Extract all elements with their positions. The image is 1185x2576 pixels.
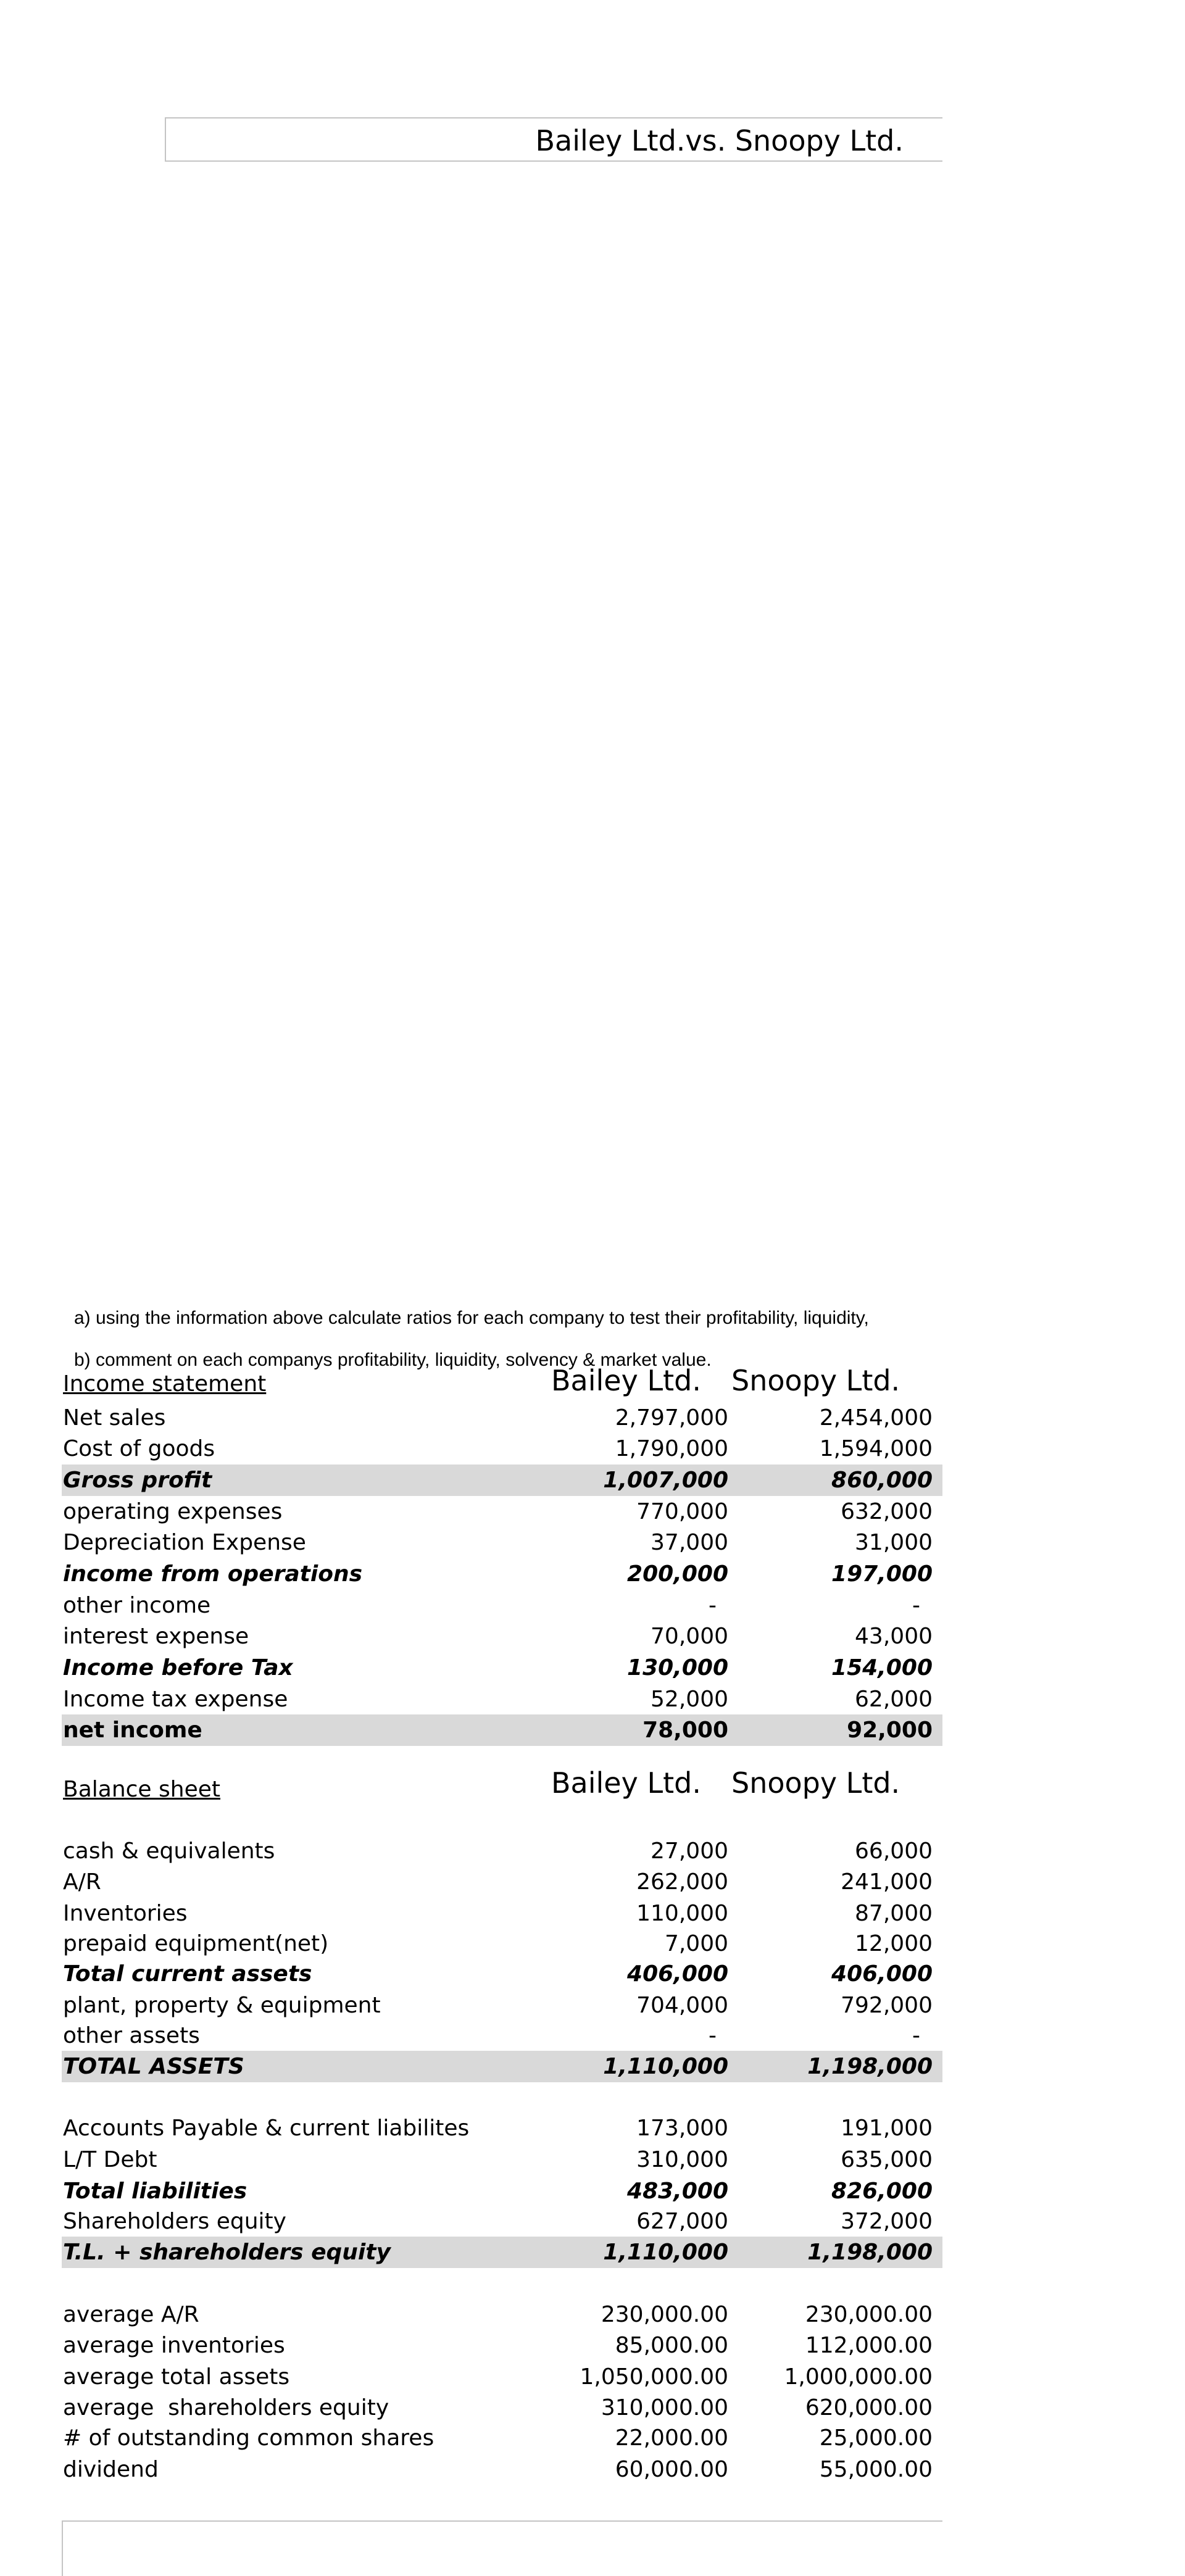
snoopy-value: 632,000	[841, 1499, 933, 1524]
table-row	[62, 1684, 942, 1715]
table-row	[62, 2454, 942, 2485]
table-row-net-income	[62, 1714, 942, 1746]
table-row	[62, 2330, 942, 2361]
row-label: Total liabilities	[63, 2179, 247, 2204]
row-label: average A/R	[63, 2302, 199, 2327]
table-row	[62, 2422, 942, 2454]
table-row-total-liabilities	[62, 2175, 942, 2207]
table-row	[62, 2206, 942, 2237]
balance-sheet-label: Balance sheet	[63, 1777, 221, 1802]
table-row	[62, 1496, 942, 1527]
table-row	[62, 2299, 942, 2330]
bailey-value: 37,000	[651, 1530, 728, 1555]
snoopy-value: -	[912, 1593, 920, 1618]
snoopy-value: 154,000	[831, 1655, 933, 1681]
snoopy-value: 197,000	[831, 1561, 933, 1587]
table-row-tl-shareholders-equity	[62, 2237, 942, 2268]
snoopy-value: 62,000	[855, 1687, 933, 1712]
table-row	[62, 1402, 942, 1434]
income-col-bailey: Bailey Ltd.	[551, 1364, 701, 1397]
row-label: L/T Debt	[63, 2147, 157, 2172]
bailey-value: 130,000	[627, 1655, 728, 1681]
table-row	[62, 1898, 942, 1929]
table-row	[62, 1433, 942, 1465]
row-label: operating expenses	[63, 1499, 283, 1524]
snoopy-value: 860,000	[831, 1468, 933, 1493]
row-label: Income before Tax	[63, 1655, 293, 1681]
table-row	[62, 2144, 942, 2175]
row-label: cash & equivalents	[63, 1839, 275, 1864]
row-label: Depreciation Expense	[63, 1530, 306, 1555]
bailey-value: 52,000	[651, 1687, 728, 1712]
row-label: Inventories	[63, 1901, 188, 1926]
snoopy-value: 1,594,000	[819, 1436, 933, 1461]
bailey-value: 1,007,000	[603, 1468, 728, 1493]
table-row-gross-profit	[62, 1465, 942, 1496]
table-row	[62, 2361, 942, 2393]
bailey-value: 70,000	[651, 1624, 728, 1649]
snoopy-value: 31,000	[855, 1530, 933, 1555]
balance-col-bailey: Bailey Ltd.	[551, 1766, 701, 1800]
row-label: Total current assets	[63, 1961, 312, 1987]
snoopy-value: 406,000	[831, 1961, 933, 1987]
table-row	[62, 2113, 942, 2144]
table-row	[62, 1835, 942, 1867]
row-label: Net sales	[63, 1405, 166, 1431]
snoopy-value: 620,000.00	[805, 2395, 933, 2420]
bailey-value: 78,000	[642, 1718, 728, 1743]
row-label: plant, property & equipment	[63, 1993, 381, 2018]
bailey-value: 60,000.00	[615, 2457, 728, 2482]
snoopy-value: 25,000.00	[819, 2425, 933, 2451]
table-row	[62, 1621, 942, 1652]
bailey-value: 110,000	[636, 1901, 728, 1926]
bailey-value: 770,000	[636, 1499, 728, 1524]
row-label: A/R	[63, 1869, 101, 1895]
snoopy-value: 1,198,000	[807, 2240, 933, 2265]
table-row	[62, 1866, 942, 1898]
table-row	[62, 1990, 942, 2021]
bailey-value: 310,000.00	[601, 2395, 728, 2420]
row-label: T.L. + shareholders equity	[63, 2240, 391, 2265]
bailey-value: 27,000	[651, 1839, 728, 1864]
snoopy-value: 635,000	[841, 2147, 933, 2172]
row-label: prepaid equipment(net)	[63, 1931, 329, 1956]
bailey-value: 230,000.00	[601, 2302, 728, 2327]
table-row-total-assets	[62, 2051, 942, 2082]
row-label: income from operations	[63, 1561, 362, 1587]
bailey-value: 262,000	[636, 1869, 728, 1895]
snoopy-value: 92,000	[847, 1718, 933, 1743]
bailey-value: -	[709, 2023, 717, 2048]
bailey-value: 1,110,000	[603, 2054, 728, 2079]
row-label: average shareholders equity	[63, 2395, 389, 2420]
page-title: Bailey Ltd.vs. Snoopy Ltd.	[535, 124, 904, 157]
row-label: TOTAL ASSETS	[63, 2054, 244, 2079]
table-row	[62, 2392, 942, 2424]
bailey-value: 1,790,000	[615, 1436, 728, 1461]
bailey-value: 7,000	[664, 1931, 728, 1956]
snoopy-value: -	[912, 2023, 920, 2048]
bailey-value: 627,000	[636, 2209, 728, 2234]
table-row-total-current-assets	[62, 1958, 942, 1990]
table-row-income-from-operations	[62, 1558, 942, 1590]
snoopy-value: 55,000.00	[819, 2457, 933, 2482]
row-label: other income	[63, 1593, 211, 1618]
row-label: other assets	[63, 2023, 200, 2048]
table-row-income-before-tax	[62, 1652, 942, 1684]
row-label: Accounts Payable & current liabilites	[63, 2116, 470, 2141]
row-label: dividend	[63, 2457, 159, 2482]
bailey-value: 1,050,000.00	[580, 2364, 728, 2390]
bailey-value: 483,000	[627, 2179, 728, 2204]
snoopy-value: 2,454,000	[819, 1405, 933, 1431]
bailey-value: 200,000	[627, 1561, 728, 1587]
snoopy-value: 66,000	[855, 1839, 933, 1864]
snoopy-value: 43,000	[855, 1624, 933, 1649]
snoopy-value: 112,000.00	[805, 2333, 933, 2358]
row-label: Income tax expense	[63, 1687, 288, 1712]
snoopy-value: 372,000	[841, 2209, 933, 2234]
snoopy-value: 826,000	[831, 2179, 933, 2204]
snoopy-value: 1,000,000.00	[784, 2364, 933, 2390]
row-label: Shareholders equity	[63, 2209, 286, 2234]
table-row	[62, 2020, 942, 2051]
snoopy-value: 230,000.00	[805, 2302, 933, 2327]
bailey-value: 85,000.00	[615, 2333, 728, 2358]
row-label: Cost of goods	[63, 1436, 215, 1461]
balance-col-snoopy: Snoopy Ltd.	[731, 1766, 900, 1800]
income-col-snoopy: Snoopy Ltd.	[731, 1364, 900, 1397]
row-label: average inventories	[63, 2333, 285, 2358]
snoopy-value: 241,000	[841, 1869, 933, 1895]
row-label: # of outstanding common shares	[63, 2425, 434, 2451]
title-box	[165, 117, 942, 162]
instruction-b: b) comment on each companys profitability, liquidity, solvency & market value.	[74, 1350, 712, 1370]
row-label: interest expense	[63, 1624, 249, 1649]
row-label: net income	[63, 1718, 202, 1743]
table-row	[62, 1928, 942, 1959]
empty-cell-box	[62, 2520, 942, 2576]
row-label: Gross profit	[63, 1468, 212, 1493]
bailey-value: 310,000	[636, 2147, 728, 2172]
snoopy-value: 1,198,000	[807, 2054, 933, 2079]
bailey-value: 1,110,000	[603, 2240, 728, 2265]
instruction-a: a) using the information above calculate ratios for each company to test their profitability, liquidity,	[74, 1308, 869, 1328]
bailey-value: 2,797,000	[615, 1405, 728, 1431]
snoopy-value: 191,000	[841, 2116, 933, 2141]
snoopy-value: 792,000	[841, 1993, 933, 2018]
table-row	[62, 1590, 942, 1621]
income-statement-label: Income statement	[63, 1371, 267, 1397]
bailey-value: 22,000.00	[615, 2425, 728, 2451]
row-label: average total assets	[63, 2364, 290, 2390]
table-row	[62, 1527, 942, 1558]
bailey-value: 704,000	[636, 1993, 728, 2018]
snoopy-value: 87,000	[855, 1901, 933, 1926]
bailey-value: 173,000	[636, 2116, 728, 2141]
snoopy-value: 12,000	[855, 1931, 933, 1956]
bailey-value: 406,000	[627, 1961, 728, 1987]
bailey-value: -	[709, 1593, 717, 1618]
